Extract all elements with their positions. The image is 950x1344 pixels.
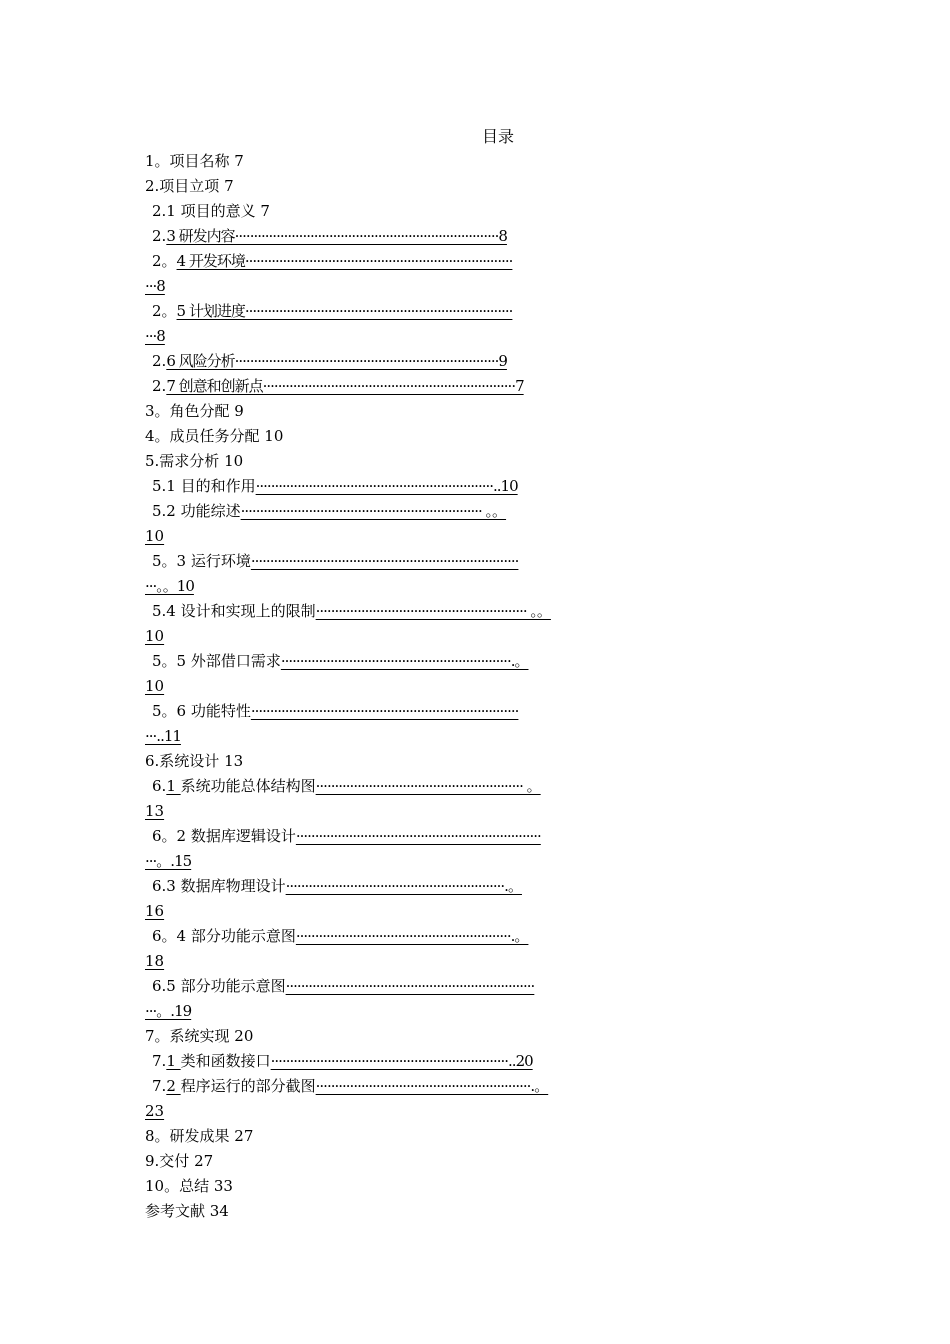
toc-title: 目录 [481,127,514,146]
toc-entry-continuation[interactable]: ···。。10 [145,577,194,595]
toc-entry-continuation[interactable]: 23 [145,1102,165,1120]
toc-entry[interactable] [145,824,825,849]
toc-entry-label: 5。6 功能特性 [152,702,251,720]
toc-entry-label: 系统功能总体结构图 [180,777,316,795]
toc-entry[interactable]: 3。角色分配 9 [145,402,244,420]
toc-entry[interactable]: 参考文献 34 [145,1202,229,1220]
toc-entry-label: 5。3 运行环境 [152,552,251,570]
toc-entry[interactable] [145,649,825,674]
toc-entry-number: 2。 [152,302,177,320]
toc-entry[interactable] [145,1074,825,1099]
toc-entry-link[interactable]: 3 研发内容······································································8 [166,227,507,245]
toc-entry[interactable]: 1。项目名称 7 [145,152,244,170]
toc-entry-link[interactable]: ······················································· 。 [315,777,541,795]
toc-entry-link[interactable]: ······································································· [250,702,519,720]
toc-entry-continuation[interactable]: 18 [145,952,165,970]
toc-entry-label: 5.4 设计和实现上的限制 [152,602,316,620]
toc-entry-label: 类和函数接口 [180,1052,271,1070]
toc-entry-number: 7. [152,1052,167,1070]
toc-entry-continuation[interactable]: ···..11 [145,727,181,745]
toc-entry-number: 2。 [152,252,177,270]
toc-entry-continuation[interactable]: ···。.19 [145,1002,192,1020]
toc-entry[interactable] [145,974,825,999]
toc-entry-link[interactable]: 7 创意和创新点···································································7 [166,377,524,395]
toc-entry-label: 6。4 部分功能示意图 [152,927,296,945]
toc-entry[interactable]: 4。成员任务分配 10 [145,427,284,445]
toc-entry-label: 程序运行的部分截图 [180,1077,316,1095]
toc-entry-number: 6. [152,777,167,795]
toc-entry[interactable] [145,874,825,899]
toc-entry-continuation[interactable]: 10 [145,677,165,695]
toc-entry-label: 5.2 功能综述 [152,502,241,520]
toc-entry[interactable] [145,249,825,274]
toc-entry-number: 7. [152,1077,167,1095]
toc-entry-number-link[interactable]: 1 [166,1052,181,1070]
toc-entry[interactable] [145,299,825,324]
toc-entry[interactable]: 2.项目立项 7 [145,177,234,195]
toc-entry[interactable] [145,774,825,799]
toc-entry-label: 6。2 数据库逻辑设计 [152,827,296,845]
toc-entry-continuation[interactable]: 10 [145,627,165,645]
toc-entry[interactable]: 6.系统设计 13 [145,752,244,770]
toc-entry[interactable] [145,699,825,724]
toc-entry-link[interactable]: ·························································.。 [315,1077,549,1095]
toc-entry[interactable]: 10。总结 33 [145,1177,233,1195]
toc-entry-label: 5。5 外部借口需求 [152,652,281,670]
toc-entry[interactable]: 5.需求分析 10 [145,452,244,470]
toc-entry-link[interactable]: 4 开发环境······································································· [176,252,513,270]
toc-entry-link[interactable]: ································································ 。。 [240,502,507,520]
toc-entry-number: 2. [152,227,167,245]
toc-entry-link[interactable]: ·································································· [285,977,535,995]
toc-entry-continuation[interactable]: 10 [145,527,165,545]
toc-entry-label: 6.5 部分功能示意图 [152,977,286,995]
toc-entry-link[interactable]: 6 风险分析······································································9 [166,352,507,370]
toc-entry-continuation[interactable]: ···。.15 [145,852,192,870]
toc-entry[interactable] [145,549,825,574]
toc-entry[interactable] [145,374,825,399]
table-of-contents [145,149,825,1224]
toc-entry[interactable] [145,499,825,524]
toc-entry[interactable] [145,349,825,374]
toc-entry-number: 2. [152,352,167,370]
toc-entry[interactable]: 8。研发成果 27 [145,1127,254,1145]
toc-entry-continuation[interactable]: 13 [145,802,165,820]
toc-entry-link[interactable]: ·························································.。 [295,927,529,945]
toc-entry-continuation[interactable]: ···8 [145,277,165,295]
toc-entry-link[interactable]: 5 计划进度······································································· [176,302,513,320]
toc-entry-link[interactable]: ·····························································.。 [280,652,529,670]
toc-entry[interactable] [145,1049,825,1074]
toc-entry-continuation[interactable]: 16 [145,902,165,920]
toc-entry-link[interactable]: ································································· [295,827,541,845]
toc-entry[interactable]: 7。系统实现 20 [145,1027,254,1045]
toc-entry-label: 5.1 目的和作用 [152,477,256,495]
toc-entry[interactable]: 2.1 项目的意义 7 [152,202,270,220]
toc-entry-number: 2. [152,377,167,395]
toc-entry-number-link[interactable]: 1 [166,777,181,795]
toc-entry[interactable] [145,924,825,949]
toc-entry-link[interactable]: ··························································.。 [285,877,522,895]
toc-entry-label: 6.3 数据库物理设计 [152,877,286,895]
toc-entry[interactable] [145,224,825,249]
toc-entry-number-link[interactable]: 2 [166,1077,181,1095]
toc-entry[interactable] [145,474,825,499]
toc-entry-link[interactable]: ·······························································..20 [270,1052,533,1070]
toc-entry-continuation[interactable]: ···8 [145,327,165,345]
toc-entry[interactable] [145,599,825,624]
toc-entry-link[interactable]: ······································································· [250,552,519,570]
toc-entry-link[interactable]: ·······························································..10 [255,477,518,495]
toc-entry-link[interactable]: ························································ 。。 [315,602,551,620]
toc-entry[interactable]: 9.交付 27 [145,1152,214,1170]
